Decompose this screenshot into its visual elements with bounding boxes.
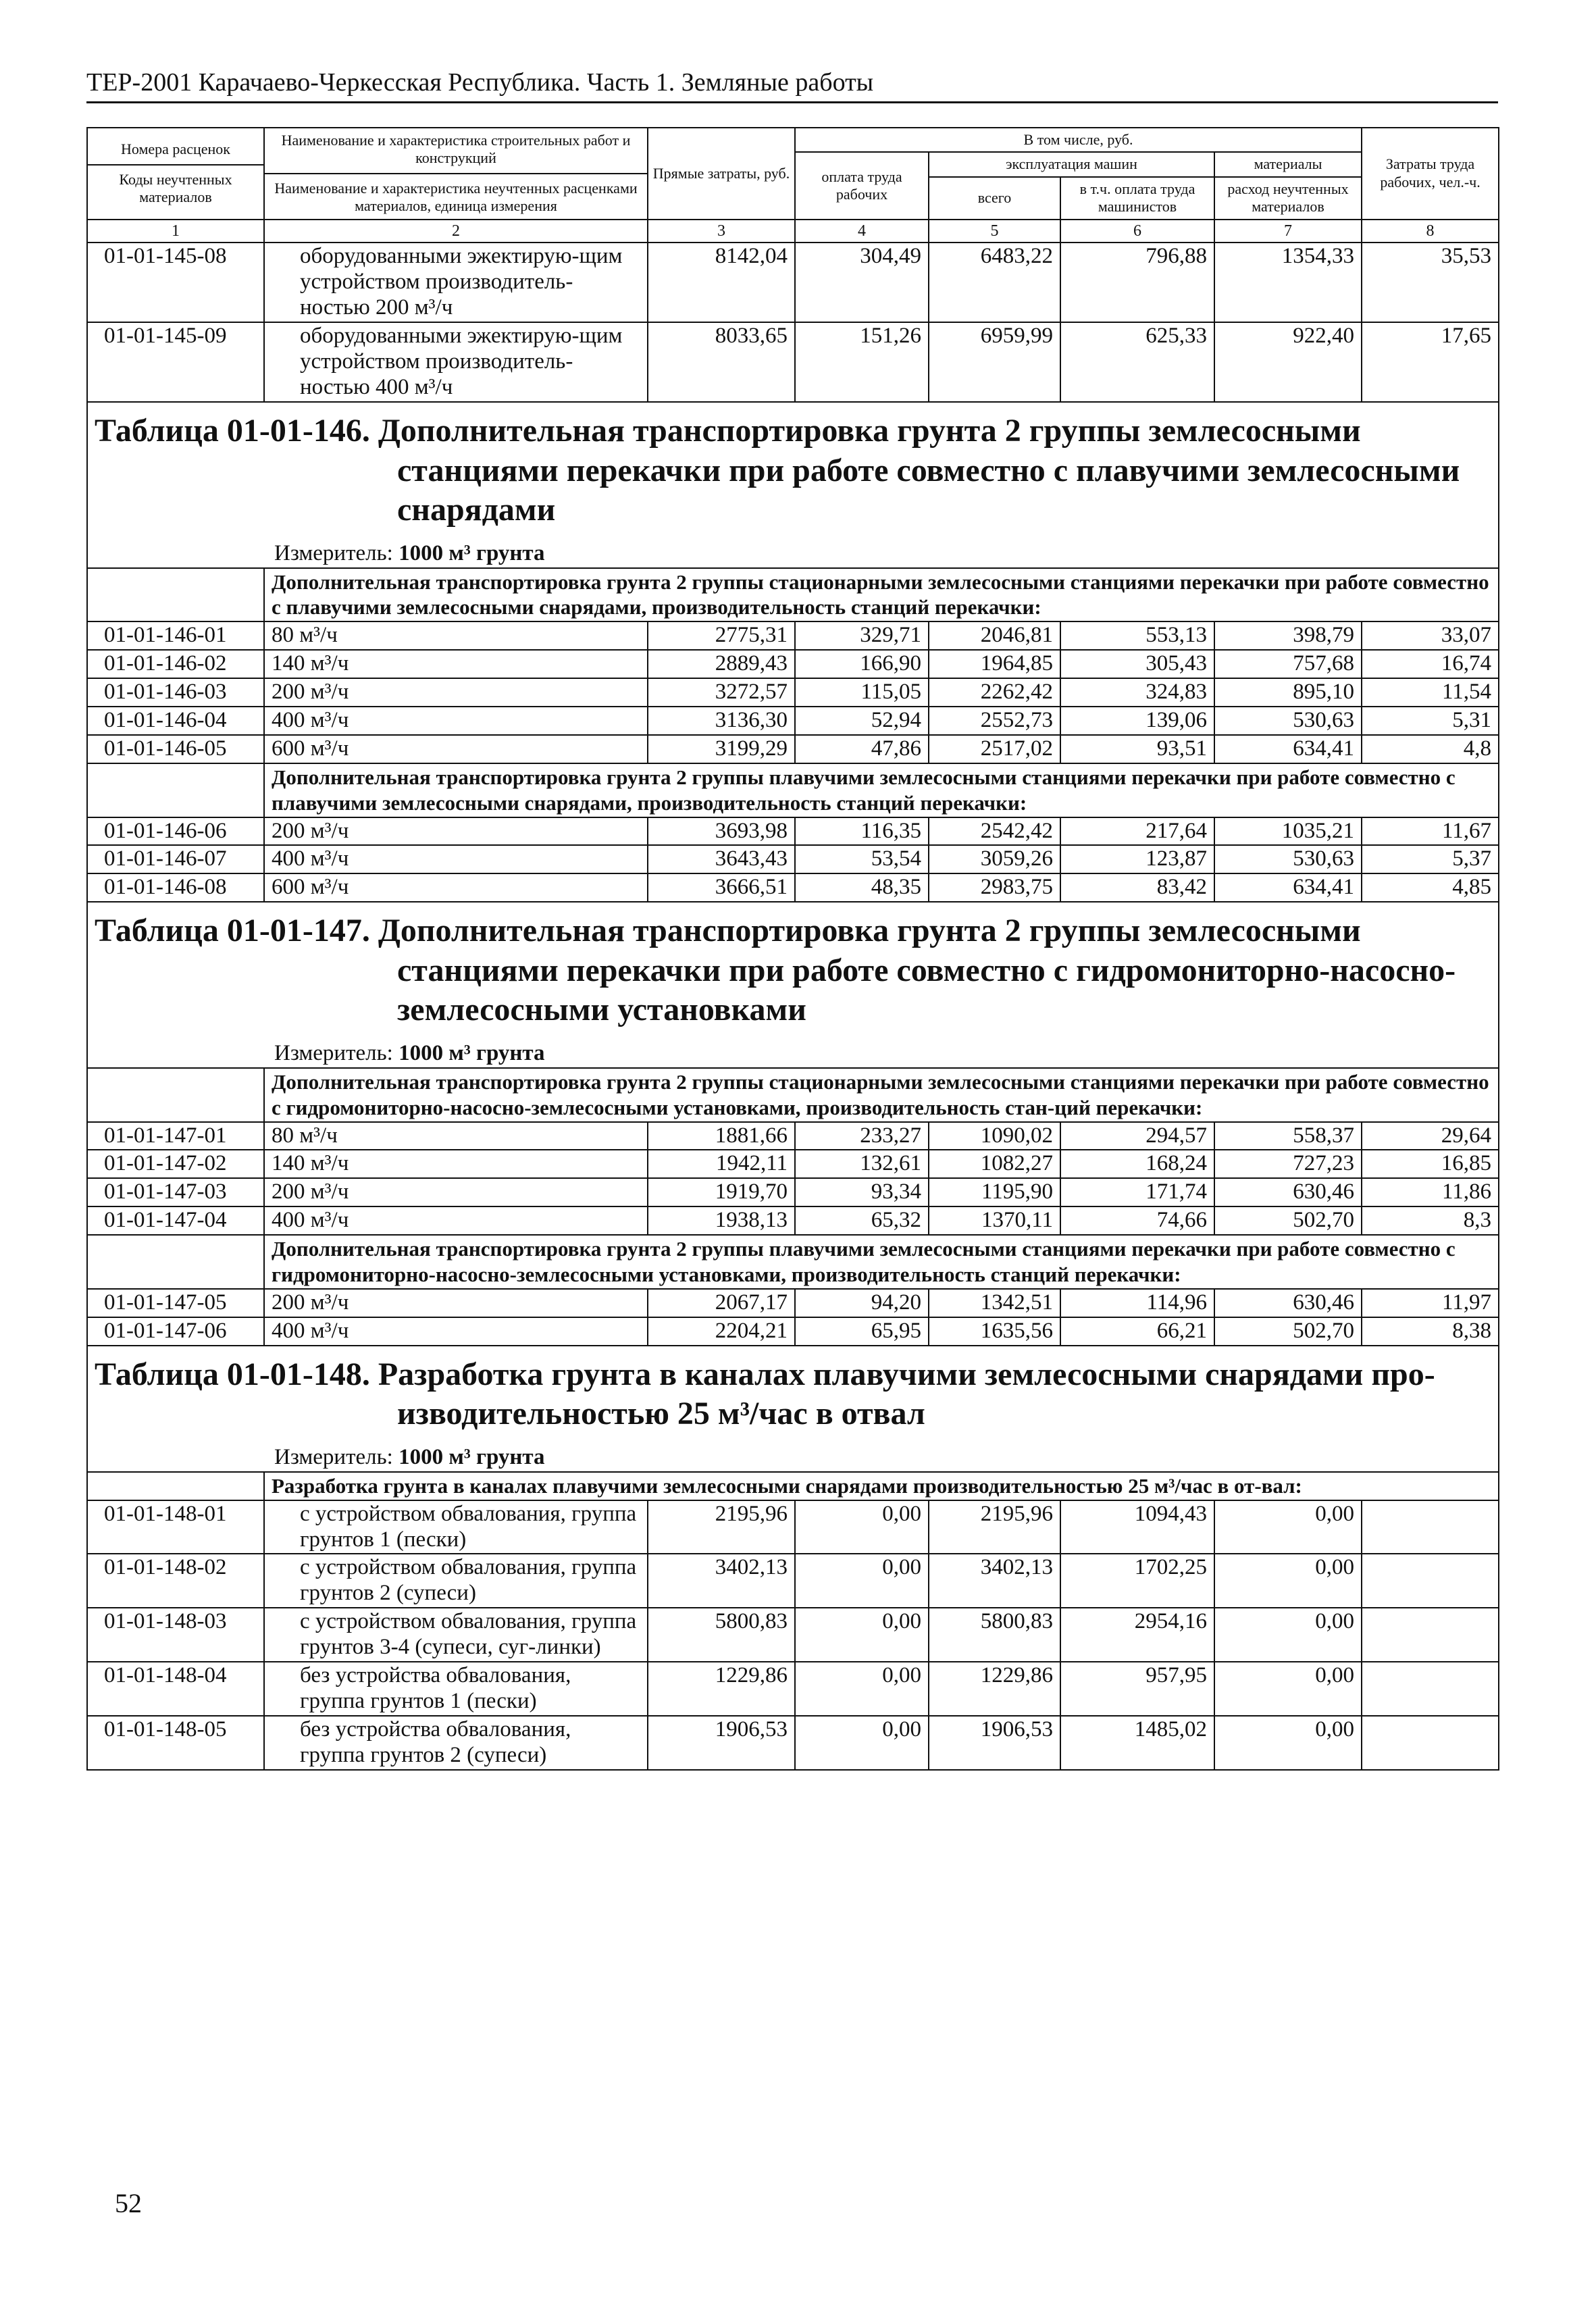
rate-description: 200 м³/ч <box>264 1178 648 1206</box>
colnum: 2 <box>264 220 648 243</box>
value-v8: 17,65 <box>1362 322 1499 402</box>
value-v5: 2262,42 <box>929 678 1060 707</box>
value-v4: 0,00 <box>795 1716 929 1770</box>
table-row <box>87 1716 1499 1770</box>
value-v7: 502,70 <box>1214 1317 1362 1346</box>
table-title-label: Таблица 01-01-147. <box>95 913 370 949</box>
value-v3: 1229,86 <box>648 1662 795 1716</box>
group-left-blank <box>87 1472 264 1500</box>
value-v7: 757,68 <box>1214 650 1362 678</box>
rate-description: 200 м³/ч <box>264 678 648 707</box>
table-title-line: станциями перекачки при работе совместно с гидромониторно-насосно- <box>397 952 1456 988</box>
rate-code: 01-01-146-08 <box>87 873 264 902</box>
value-v7: 630,46 <box>1214 1178 1362 1206</box>
value-v4: 304,49 <box>795 243 929 322</box>
table-title-line: землесосными установками <box>397 992 806 1028</box>
value-v3: 3666,51 <box>648 873 795 902</box>
value-v4: 151,26 <box>795 322 929 402</box>
rate-description: 400 м³/ч <box>264 845 648 873</box>
hdr-naimen2-text: Наименование и характеристика неучтенных расценками материалов, единица измерения <box>274 179 638 215</box>
value-v5: 1090,02 <box>929 1122 1060 1150</box>
value-v3: 2889,43 <box>648 650 795 678</box>
value-v4: 0,00 <box>795 1554 929 1608</box>
rate-description: 400 м³/ч <box>264 1317 648 1346</box>
rate-description: оборудованными эжектирую-щим устройством производитель-ностью 200 м³/ч <box>264 243 648 322</box>
value-v6: 171,74 <box>1060 1178 1214 1206</box>
hdr-pryamye: Прямые затраты, руб. <box>648 128 795 220</box>
measure-unit <box>95 534 1491 567</box>
group-row <box>87 1472 1499 1500</box>
value-v5: 1082,27 <box>929 1150 1060 1178</box>
hdr-vtch: в т.ч. оплата труда машинистов <box>1060 177 1214 220</box>
table-row <box>87 650 1499 678</box>
group-heading: Дополнительная транспортировка грунта 2 группы плавучими землесосными станциями перекачки при работе совместно с гидромониторно-насосно-землесосными установками, производительность станций перекачки: <box>264 1235 1499 1289</box>
table-row <box>87 817 1499 846</box>
value-v3: 8142,04 <box>648 243 795 322</box>
value-v5: 1195,90 <box>929 1178 1060 1206</box>
table-row <box>87 322 1499 402</box>
value-v5: 1906,53 <box>929 1716 1060 1770</box>
table-title-line: снарядами <box>397 492 556 528</box>
rate-code: 01-01-146-04 <box>87 707 264 735</box>
value-v7: 0,00 <box>1214 1716 1362 1770</box>
value-v8: 16,85 <box>1362 1150 1499 1178</box>
rate-code: 01-01-146-01 <box>87 621 264 650</box>
table-row <box>87 1178 1499 1206</box>
table-title-row <box>87 1346 1499 1472</box>
rate-description: с устройством обвалования, группа грунтов 1 (пески) <box>264 1500 648 1554</box>
hdr-oplata: оплата труда рабочих <box>795 152 929 219</box>
value-v8 <box>1362 1554 1499 1608</box>
rate-code: 01-01-148-05 <box>87 1716 264 1770</box>
value-v8: 5,31 <box>1362 707 1499 735</box>
value-v5: 1342,51 <box>929 1289 1060 1317</box>
hdr-materialy: материалы <box>1214 152 1362 176</box>
value-v3: 2775,31 <box>648 621 795 650</box>
value-v3: 5800,83 <box>648 1608 795 1662</box>
rates-table <box>86 127 1499 1771</box>
value-v7: 0,00 <box>1214 1662 1362 1716</box>
value-v5: 3059,26 <box>929 845 1060 873</box>
colnum: 7 <box>1214 220 1362 243</box>
value-v6: 294,57 <box>1060 1122 1214 1150</box>
value-v3: 2067,17 <box>648 1289 795 1317</box>
value-v4: 48,35 <box>795 873 929 902</box>
value-v8: 5,37 <box>1362 845 1499 873</box>
hdr-zatraty: Затраты труда рабочих, чел.-ч. <box>1362 128 1499 220</box>
measure-unit <box>95 1438 1491 1471</box>
hdr-vsego: всего <box>929 177 1060 220</box>
group-heading: Дополнительная транспортировка грунта 2 группы стационарными землесосными станциями перекачки при работе совместно с плавучими землесосными снарядами, производительность станций перекачки: <box>264 568 1499 622</box>
value-v7: 922,40 <box>1214 322 1362 402</box>
value-v4: 0,00 <box>795 1662 929 1716</box>
value-v7: 398,79 <box>1214 621 1362 650</box>
group-row <box>87 1235 1499 1289</box>
value-v5: 2046,81 <box>929 621 1060 650</box>
colnum: 3 <box>648 220 795 243</box>
rate-code: 01-01-148-03 <box>87 1608 264 1662</box>
value-v3: 8033,65 <box>648 322 795 402</box>
value-v7: 0,00 <box>1214 1608 1362 1662</box>
rate-description: 140 м³/ч <box>264 1150 648 1178</box>
value-v4: 329,71 <box>795 621 929 650</box>
rate-code: 01-01-148-04 <box>87 1662 264 1716</box>
table-row <box>87 1206 1499 1235</box>
value-v5: 1964,85 <box>929 650 1060 678</box>
hdr-rashod: расход неучтенных материалов <box>1214 177 1362 220</box>
colnum: 5 <box>929 220 1060 243</box>
table-title-label: Таблица 01-01-148. <box>95 1356 370 1392</box>
hdr-kody-text: Коды неучтенных материалов <box>119 170 232 205</box>
value-v6: 123,87 <box>1060 845 1214 873</box>
rate-code: 01-01-146-02 <box>87 650 264 678</box>
page-header: ТЕР-2001 Карачаево-Черкесская Республика. Часть 1. Земляные работы <box>86 68 1498 103</box>
rate-code: 01-01-146-03 <box>87 678 264 707</box>
value-v6: 66,21 <box>1060 1317 1214 1346</box>
value-v3: 3402,13 <box>648 1554 795 1608</box>
value-v5: 2552,73 <box>929 707 1060 735</box>
value-v4: 233,27 <box>795 1122 929 1150</box>
value-v4: 116,35 <box>795 817 929 846</box>
value-v4: 93,34 <box>795 1178 929 1206</box>
rate-description: 400 м³/ч <box>264 707 648 735</box>
value-v6: 139,06 <box>1060 707 1214 735</box>
value-v7: 530,63 <box>1214 707 1362 735</box>
measure-value: 1000 м³ грунта <box>398 540 545 565</box>
value-v8: 11,86 <box>1362 1178 1499 1206</box>
rate-code: 01-01-147-01 <box>87 1122 264 1150</box>
value-v3: 3272,57 <box>648 678 795 707</box>
rate-code: 01-01-147-06 <box>87 1317 264 1346</box>
value-v8: 35,53 <box>1362 243 1499 322</box>
rate-code: 01-01-148-01 <box>87 1500 264 1554</box>
value-v5: 1229,86 <box>929 1662 1060 1716</box>
rate-code: 01-01-146-05 <box>87 735 264 763</box>
value-v6: 625,33 <box>1060 322 1214 402</box>
value-v4: 132,61 <box>795 1150 929 1178</box>
value-v4: 115,05 <box>795 678 929 707</box>
page-number: 52 <box>115 2188 142 2218</box>
value-v6: 553,13 <box>1060 621 1214 650</box>
value-v3: 1919,70 <box>648 1178 795 1206</box>
colnum: 4 <box>795 220 929 243</box>
value-v4: 47,86 <box>795 735 929 763</box>
value-v8: 8,38 <box>1362 1317 1499 1346</box>
value-v8: 11,97 <box>1362 1289 1499 1317</box>
measure-value: 1000 м³ грунта <box>398 1444 545 1469</box>
value-v3: 3693,98 <box>648 817 795 846</box>
group-row <box>87 568 1499 622</box>
measure-value: 1000 м³ грунта <box>398 1040 545 1065</box>
rate-description: без устройства обвалования, группа грунтов 1 (пески) <box>264 1662 648 1716</box>
value-v5: 2542,42 <box>929 817 1060 846</box>
value-v5: 5800,83 <box>929 1608 1060 1662</box>
table-title <box>95 903 1491 1034</box>
group-heading: Разработка грунта в каналах плавучими землесосными снарядами производительностью 25 м³/час в от-вал: <box>264 1472 1499 1500</box>
value-v3: 3199,29 <box>648 735 795 763</box>
value-v6: 2954,16 <box>1060 1608 1214 1662</box>
value-v5: 1370,11 <box>929 1206 1060 1235</box>
value-v5: 2517,02 <box>929 735 1060 763</box>
measure-prefix: Измеритель: <box>274 1444 393 1469</box>
colnum: 8 <box>1362 220 1499 243</box>
value-v7: 502,70 <box>1214 1206 1362 1235</box>
table-title-line: Разработка грунта в каналах плавучими землесосными снарядами про- <box>378 1356 1435 1392</box>
value-v4: 52,94 <box>795 707 929 735</box>
colnum: 1 <box>87 220 264 243</box>
group-left-blank <box>87 763 264 817</box>
table-row <box>87 1317 1499 1346</box>
value-v8 <box>1362 1608 1499 1662</box>
value-v5: 6483,22 <box>929 243 1060 322</box>
value-v8 <box>1362 1662 1499 1716</box>
group-left-blank <box>87 568 264 622</box>
value-v6: 305,43 <box>1060 650 1214 678</box>
value-v8: 8,3 <box>1362 1206 1499 1235</box>
rate-description: 200 м³/ч <box>264 817 648 846</box>
table-title-cell <box>87 902 1499 1068</box>
hdr-v-tom-chisle: В том числе, руб. <box>795 128 1362 152</box>
value-v7: 634,41 <box>1214 735 1362 763</box>
table-title-line: Дополнительная транспортировка грунта 2 группы землесосными <box>378 412 1361 449</box>
value-v6: 324,83 <box>1060 678 1214 707</box>
rate-description: 600 м³/ч <box>264 735 648 763</box>
table-row <box>87 678 1499 707</box>
rate-description: с устройством обвалования, группа грунтов 3-4 (супеси, суг-линки) <box>264 1608 648 1662</box>
table-row <box>87 735 1499 763</box>
group-heading: Дополнительная транспортировка грунта 2 группы стационарными землесосными станциями перекачки при работе совместно с гидромониторно-насосно-землесосными установками, производительность стан-ций перекачки: <box>264 1068 1499 1122</box>
value-v3: 3136,30 <box>648 707 795 735</box>
value-v6: 796,88 <box>1060 243 1214 322</box>
rate-code: 01-01-148-02 <box>87 1554 264 1608</box>
table-title-label: Таблица 01-01-146. <box>95 412 370 449</box>
table-row <box>87 1122 1499 1150</box>
group-row <box>87 763 1499 817</box>
value-v6: 1094,43 <box>1060 1500 1214 1554</box>
value-v7: 530,63 <box>1214 845 1362 873</box>
value-v6: 168,24 <box>1060 1150 1214 1178</box>
value-v6: 114,96 <box>1060 1289 1214 1317</box>
value-v3: 2204,21 <box>648 1317 795 1346</box>
rate-code: 01-01-146-07 <box>87 845 264 873</box>
value-v8: 11,67 <box>1362 817 1499 846</box>
rate-code: 01-01-147-05 <box>87 1289 264 1317</box>
value-v8: 11,54 <box>1362 678 1499 707</box>
hdr-naimen1-text: Наименование и характеристика строительных работ и конструкций <box>281 132 631 167</box>
value-v4: 166,90 <box>795 650 929 678</box>
table-row <box>87 845 1499 873</box>
colnum: 6 <box>1060 220 1214 243</box>
rate-description: 200 м³/ч <box>264 1289 648 1317</box>
group-row <box>87 1068 1499 1122</box>
value-v6: 217,64 <box>1060 817 1214 846</box>
hdr-nomera-text: Номера расценок <box>121 141 230 158</box>
table-title <box>95 403 1491 534</box>
group-left-blank <box>87 1235 264 1289</box>
value-v8 <box>1362 1716 1499 1770</box>
value-v6: 957,95 <box>1060 1662 1214 1716</box>
table-row <box>87 1608 1499 1662</box>
table-row <box>87 1150 1499 1178</box>
value-v3: 3643,43 <box>648 845 795 873</box>
value-v6: 93,51 <box>1060 735 1214 763</box>
table-title-line: изводительностью 25 м³/час в отвал <box>397 1396 925 1432</box>
value-v4: 65,95 <box>795 1317 929 1346</box>
group-left-blank <box>87 1068 264 1122</box>
value-v5: 6959,99 <box>929 322 1060 402</box>
rate-description: 600 м³/ч <box>264 873 648 902</box>
rate-code: 01-01-145-09 <box>87 322 264 402</box>
value-v3: 2195,96 <box>648 1500 795 1554</box>
value-v7: 1035,21 <box>1214 817 1362 846</box>
value-v7: 0,00 <box>1214 1500 1362 1554</box>
value-v4: 0,00 <box>795 1500 929 1554</box>
table-row <box>87 873 1499 902</box>
value-v6: 1702,25 <box>1060 1554 1214 1608</box>
hdr-ekspl: эксплуатация машин <box>929 152 1214 176</box>
value-v8 <box>1362 1500 1499 1554</box>
value-v6: 1485,02 <box>1060 1716 1214 1770</box>
rate-description: без устройства обвалования, группа грунтов 2 (супеси) <box>264 1716 648 1770</box>
value-v3: 1938,13 <box>648 1206 795 1235</box>
value-v5: 2983,75 <box>929 873 1060 902</box>
value-v4: 94,20 <box>795 1289 929 1317</box>
value-v7: 0,00 <box>1214 1554 1362 1608</box>
value-v5: 2195,96 <box>929 1500 1060 1554</box>
value-v7: 558,37 <box>1214 1122 1362 1150</box>
rate-description: 80 м³/ч <box>264 621 648 650</box>
value-v3: 1881,66 <box>648 1122 795 1150</box>
value-v6: 83,42 <box>1060 873 1214 902</box>
table-row <box>87 1554 1499 1608</box>
value-v8: 16,74 <box>1362 650 1499 678</box>
table-row <box>87 707 1499 735</box>
rate-description: оборудованными эжектирую-щим устройством производитель-ностью 400 м³/ч <box>264 322 648 402</box>
table-head <box>87 128 1499 243</box>
value-v6: 74,66 <box>1060 1206 1214 1235</box>
measure-prefix: Измеритель: <box>274 540 393 565</box>
value-v8: 4,8 <box>1362 735 1499 763</box>
value-v4: 53,54 <box>795 845 929 873</box>
value-v8: 33,07 <box>1362 621 1499 650</box>
rate-code: 01-01-147-03 <box>87 1178 264 1206</box>
rate-code: 01-01-147-04 <box>87 1206 264 1235</box>
value-v7: 634,41 <box>1214 873 1362 902</box>
group-heading: Дополнительная транспортировка грунта 2 группы плавучими землесосными станциями перекачки при работе совместно с плавучими землесосными снарядами, производительность станций перекачки: <box>264 763 1499 817</box>
table-row <box>87 1500 1499 1554</box>
table-title-cell <box>87 402 1499 568</box>
value-v7: 895,10 <box>1214 678 1362 707</box>
table-body <box>87 243 1499 1770</box>
rate-code: 01-01-147-02 <box>87 1150 264 1178</box>
rate-description: 80 м³/ч <box>264 1122 648 1150</box>
value-v3: 1942,11 <box>648 1150 795 1178</box>
table-title-row <box>87 902 1499 1068</box>
measure-unit <box>95 1034 1491 1067</box>
rate-code: 01-01-146-06 <box>87 817 264 846</box>
hdr-naimen <box>264 128 648 220</box>
table-row <box>87 1662 1499 1716</box>
value-v7: 727,23 <box>1214 1150 1362 1178</box>
measure-prefix: Измеритель: <box>274 1040 393 1065</box>
table-title-row <box>87 402 1499 568</box>
table-title-line: станциями перекачки при работе совместно с плавучими землесосными <box>397 452 1460 488</box>
rate-code: 01-01-145-08 <box>87 243 264 322</box>
value-v7: 1354,33 <box>1214 243 1362 322</box>
column-numbers <box>87 220 1499 243</box>
table-row <box>87 621 1499 650</box>
value-v5: 1635,56 <box>929 1317 1060 1346</box>
value-v8: 4,85 <box>1362 873 1499 902</box>
value-v3: 1906,53 <box>648 1716 795 1770</box>
table-title-cell <box>87 1346 1499 1472</box>
rate-description: 400 м³/ч <box>264 1206 648 1235</box>
table-row <box>87 243 1499 322</box>
value-v8: 29,64 <box>1362 1122 1499 1150</box>
table-row <box>87 1289 1499 1317</box>
value-v4: 65,32 <box>795 1206 929 1235</box>
value-v5: 3402,13 <box>929 1554 1060 1608</box>
rate-description: 140 м³/ч <box>264 650 648 678</box>
table-title <box>95 1347 1491 1438</box>
hdr-nomera <box>87 128 264 220</box>
value-v4: 0,00 <box>795 1608 929 1662</box>
value-v7: 630,46 <box>1214 1289 1362 1317</box>
rate-description: с устройством обвалования, группа грунтов 2 (супеси) <box>264 1554 648 1608</box>
table-title-line: Дополнительная транспортировка грунта 2 группы землесосными <box>378 913 1361 949</box>
